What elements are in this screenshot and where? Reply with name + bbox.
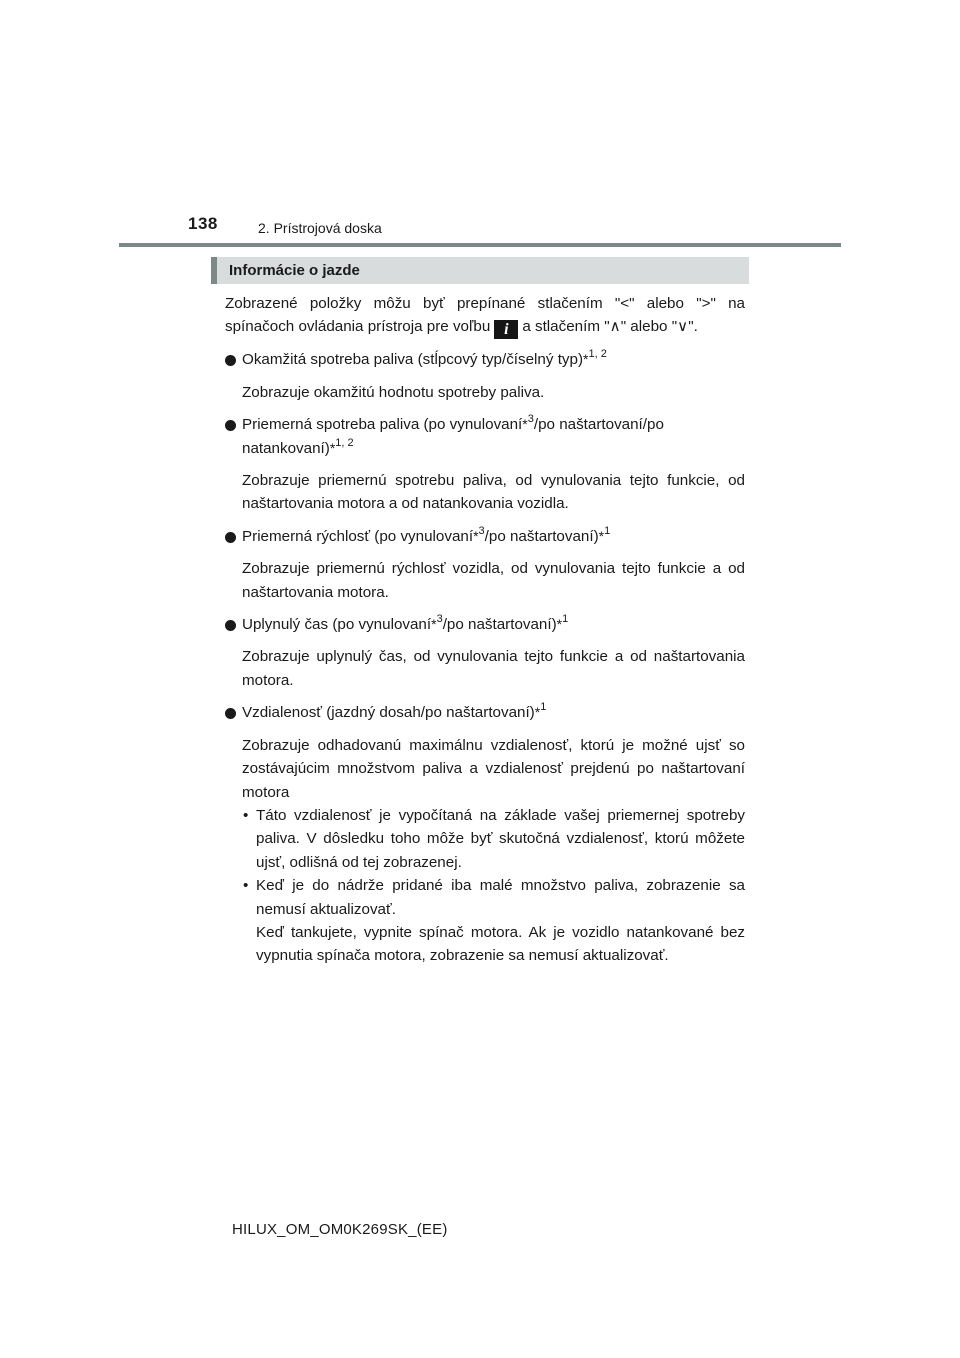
item-title — [242, 613, 745, 636]
document-code-footer: HILUX_OM_OM0K269SK_(EE) — [232, 1221, 448, 1238]
item-title-text: Okamžitá spotreba paliva (stĺpcový typ/číselný typ) — [242, 351, 584, 369]
section-title: Informácie o jazde — [229, 262, 360, 279]
header-divider — [119, 243, 841, 247]
chapter-title: 2. Prístrojová doska — [258, 220, 382, 236]
list-item — [225, 613, 745, 692]
note-bullet: • — [243, 877, 249, 895]
page-content — [225, 292, 745, 968]
note-text: Keď je do nádrže pridané iba malé množstvo paliva, zobrazenie sa nemusí aktualizovať. — [256, 877, 745, 918]
bullet-dot-icon — [225, 355, 236, 366]
note-item — [242, 804, 745, 874]
item-title-text: Uplynulý čas (po vynulovaní — [242, 616, 432, 634]
footnote-star: * — [556, 616, 563, 633]
item-title — [242, 525, 745, 548]
item-title-text: /po naštartovaní) — [442, 616, 557, 634]
item-description: Zobrazuje uplynulý čas, od vynulovania tejto funkcie a od naštartovania motora. — [242, 648, 745, 689]
item-title-text: Priemerná spotreba paliva (po vynulovaní — [242, 416, 523, 434]
item-title-text: /po naštartovaní/po natankovaní) — [242, 416, 664, 457]
page-number: 138 — [188, 214, 218, 233]
item-description — [242, 734, 745, 968]
item-title — [242, 348, 745, 371]
info-icon: i — [494, 320, 518, 339]
footnote-ref: 3 — [436, 613, 443, 626]
footnote-star: * — [583, 351, 589, 368]
footnote-ref: 1, 2 — [335, 436, 354, 449]
footnote-star: * — [431, 616, 437, 633]
footnote-ref: 1, 2 — [588, 348, 607, 361]
note-item — [242, 874, 745, 968]
item-description-text: Zobrazuje odhadovanú maximálnu vzdialenosť, ktorú je možné ujsť so zostávajúcim množstvom paliva a vzdialenosť prejdenú po naštartovaní motora — [242, 736, 745, 801]
list-item — [225, 413, 745, 516]
bullet-dot-icon — [225, 420, 236, 431]
footnote-ref: 3 — [478, 524, 485, 537]
footnote-star: * — [473, 527, 479, 544]
footnote-star: * — [534, 704, 541, 721]
footnote-star: * — [329, 439, 336, 456]
item-description: Zobrazuje priemernú spotrebu paliva, od vynulovania tejto funkcie, od naštartovania motora a od natankovania vozidla. — [242, 472, 745, 513]
footnote-ref: 1 — [604, 524, 611, 537]
footnote-star: * — [522, 416, 528, 433]
footnote-ref: 1 — [540, 701, 547, 714]
item-title — [242, 413, 745, 460]
note-text-continued: Keď tankujete, vypnite spínač motora. Ak je vozidlo natankované bez vypnutia spínača motora, zobrazenie sa nemusí aktualizovať. — [256, 923, 745, 965]
footnote-ref: 1 — [562, 613, 569, 626]
footnote-ref: 3 — [527, 413, 534, 426]
intro-text-before-icon: Zobrazené položky môžu byť prepínané stlačením "<" alebo ">" na spínačoch ovládania prístroja pre voľbu — [225, 295, 745, 336]
item-title-text: Priemerná rýchlosť (po vynulovaní — [242, 527, 474, 545]
bullet-dot-icon — [225, 532, 236, 543]
list-item — [225, 525, 745, 604]
bullet-dot-icon — [225, 620, 236, 631]
item-description: Zobrazuje okamžitú hodnotu spotreby paliva. — [242, 383, 545, 401]
item-title-text: /po naštartovaní) — [484, 527, 599, 545]
note-text: Táto vzdialenosť je vypočítaná na základe vašej priemernej spotreby paliva. V dôsledku toho môže byť skutočná vzdialenosť, ktorú môžete ujsť, odlišná od tej zobrazenej. — [256, 806, 745, 871]
item-title-text: Vzdialenosť (jazdný dosah/po naštartovaní) — [242, 704, 535, 722]
list-item — [225, 348, 745, 404]
intro-paragraph — [225, 292, 745, 339]
item-description: Zobrazuje priemernú rýchlosť vozidla, od vynulovania tejto funkcie a od naštartovania motora. — [242, 560, 745, 601]
intro-text-after-icon: a stlačením "∧" alebo "∨". — [522, 318, 698, 336]
item-title — [242, 701, 745, 724]
footnote-star: * — [598, 527, 605, 544]
list-item — [225, 701, 745, 967]
note-list — [242, 804, 745, 968]
section-heading-bar — [211, 257, 749, 284]
bullet-dot-icon — [225, 708, 236, 719]
note-bullet: • — [243, 806, 249, 824]
